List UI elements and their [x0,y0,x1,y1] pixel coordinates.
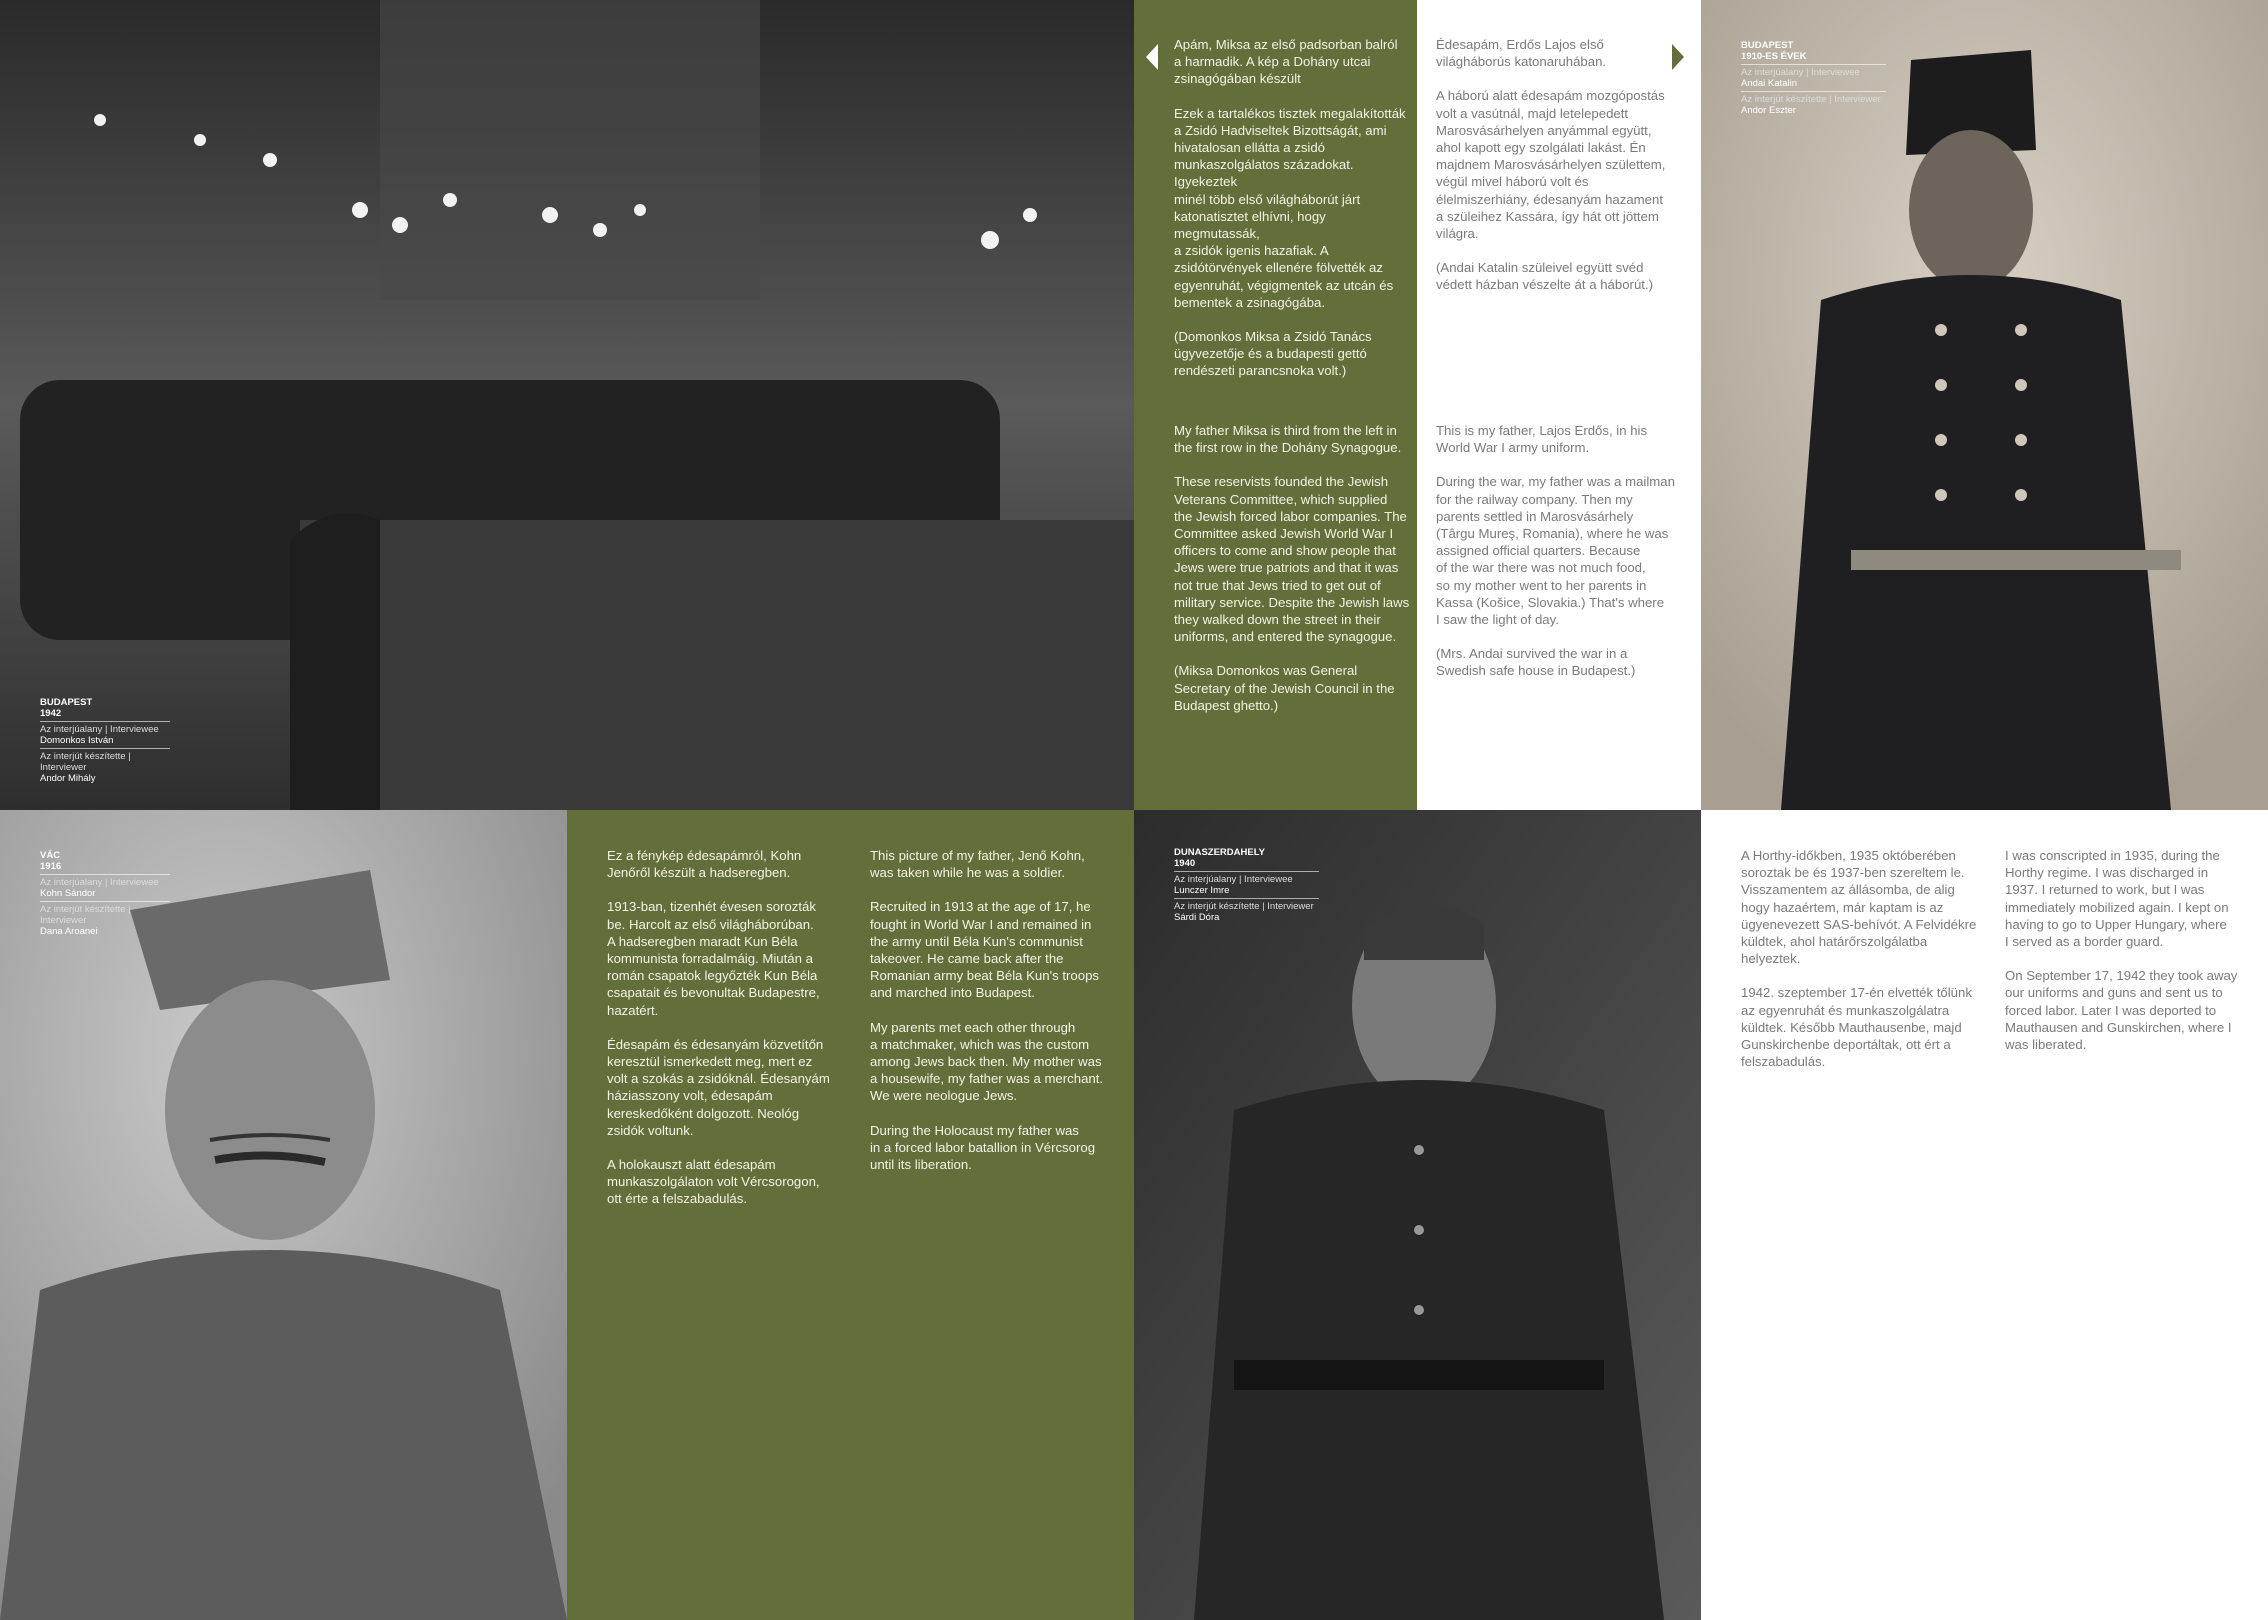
paragraph: A holokauszt alatt édesapám munkaszolgálaton volt Vércsorogon, ott érte a felszabadulás. [607,1157,820,1207]
paragraph: During the war, my father was a mailman for the railway company. Then my parents settled in Marosvásárhely (Târgu Mureş, Romania), where he was assigned official quarters. Because of the war there was not much food, so my mother went to her parents in Kassa (Košice, Slovakia.) That's where I saw the light of day. [1436,474,1675,628]
caption-place: DUNASZERDAHELY [1174,847,1265,858]
divider [1174,871,1319,872]
hungarian-text [607,847,847,1225]
text-panel-green-2 [567,810,1134,1620]
synagogue-photo-image [0,0,1134,810]
synagogue-photo [0,0,1134,810]
divider [40,874,170,875]
paragraph: Ez a fénykép édesapámról, Kohn Jenőről készült a hadseregben. [607,848,802,881]
english-text [2005,847,2245,1070]
paragraph: During the Holocaust my father was in a forced labor batallion in Vércsorog until its liberation. [870,1122,1096,1173]
paragraph: I was conscripted in 1935, during the Horthy regime. I was discharged in 1937. I returned to work, but I was immediately mobilized again. I kept on having to go to Upper Hungary, where I served as a border guard. [2005,848,2229,950]
caption-place: BUDAPEST [1741,40,1794,51]
divider [40,901,170,902]
caption-year: 1916 [40,861,62,872]
paragraph: (Domonkos Miksa a Zsidó Tanács ügyvezetője és a budapesti gettó rendészeti parancsnoka volt.) [1174,329,1372,379]
divider [1174,898,1319,899]
caption-place: BUDAPEST [40,697,93,708]
text-panel-green-1 [1134,0,1417,810]
soldier-portrait-image [1134,810,1701,1620]
paragraph: Édesapám és édesanyám közvetítőn keresztül ismerkedett meg, mert ez volt a szokás a zsidóknál. Édesanyám háziasszony volt, édesapám kereskedőként dolgozott. Neológ zsidók voltunk. [607,1036,830,1138]
divider [40,748,170,749]
divider [1741,64,1886,65]
photo-caption [40,697,170,784]
soldier-portrait-image [1701,0,2268,810]
divider [40,721,170,722]
paragraph: On September 17, 1942 they took away our uniforms and guns and sent us to forced labor. Later I was deported to Mauthausen and Gunskirchen, where I was liberated. [2005,968,2238,1053]
hungarian-text [1741,847,1981,1087]
soldier-portrait-1 [1701,0,2268,810]
english-text [1436,422,1676,697]
paragraph: A háború alatt édesapám mozgópostás volt a vasútnál, majd letelepedett Marosvásárhelyen anyámmal együtt, ahol kapott egy szolgálati lakást. Én majdnem Marosvásárhelyen születtem, végül mivel háború volt és élelmiszerhiány, édesanyám hazament a szüleihez Kassára, így hát ott jöttem világra. [1436,88,1666,242]
interviewee-label: Az interjúalany | Interviewee [1174,874,1293,885]
soldier-portrait-3 [1134,810,1701,1620]
photo-caption [1174,847,1319,923]
interviewer-name: Sárdi Dóra [1174,912,1220,923]
interviewee-name: Domonkos István [40,735,114,746]
caption-year: 1940 [1174,858,1196,869]
text-panel-white-1 [1417,0,1701,810]
interviewer-name: Andor Eszter [1741,105,1796,116]
english-text [1174,422,1410,731]
paragraph: (Mrs. Andai survived the war in a Swedish safe house in Budapest.) [1436,646,1636,679]
interviewer-label: Az interjút készítette | Interviewer [40,751,131,773]
paragraph: 1913-ban, tizenhét évesen sorozták be. Harcolt az első világháborúban. A hadseregben maradt Kun Béla kommunista forradalmáig. Miután a román csapatok legyőzték Kun Béla csapatait és bevonultak Budapestre, hazatért. [607,899,820,1018]
paragraph: 1942. szeptember 17-én elvették tőlünk az egyenruhát és munkaszolgálatra küldtek. Később Mauthausenbe, majd Gunskirchenbe deportáltak, ott ért a felszabadulás. [1741,985,1972,1070]
photo-caption [1741,40,1886,116]
caption-year: 1910-ES ÉVEK [1741,51,1807,62]
paragraph: Ezek a tartalékos tisztek megalakították a Zsidó Hadviseltek Bizottságát, ami hivatalosan ellátta a zsidó munkaszolgálatos századokat. Igyekeztek minél több első világháborút járt katonatisztet elhívni, hogy megmutassák, a zsidók igenis hazafiak. A zsidótörvények ellenére fölvették az egyenruhát, végigmentek az utcán és bementek a zsinagógába. [1174,105,1406,310]
divider [1741,91,1886,92]
interviewee-name: Lunczer Imre [1174,885,1230,896]
paragraph: A Horthy-időkben, 1935 októberében soroztak be és 1937-ben szereltem le. Visszamentem az állásomba, de alig hogy hazaértem, már kaptam is az ügyenevezett SAS-behívót. A Felvidékre küldtek, ahol határőrszolgálatba helyeztek. [1741,848,1977,967]
interviewer-name: Dana Aroanei [40,926,98,937]
paragraph: Édesapám, Erdős Lajos első világháborús katonaruhában. [1436,37,1607,70]
paragraph: My father Miksa is third from the left in the first row in the Dohány Synagogue. [1174,423,1402,456]
paragraph: My parents met each other through a matchmaker, which was the custom among Jews back then. My mother was a housewife, my father was a merchant. We were neologue Jews. [870,1019,1104,1104]
text-panel-white-2 [1701,810,2268,1620]
paragraph: Apám, Miksa az első padsorban balról a harmadik. A kép a Dohány utcai zsinagógában készült [1174,37,1398,87]
paragraph: These reservists founded the Jewish Veterans Committee, which supplied the Jewish forced labor companies. The Committee asked Jewish World War I officers to come and show people that Jews were true patriots and that it was not true that Jews tried to get out of military service. Despite the Jewish laws they walked down the street in their uniforms, and entered the synagogue. [1174,474,1410,645]
english-text [870,847,1110,1190]
hungarian-text [1436,36,1676,311]
interviewer-label: Az interjút készítette | Interviewer [40,904,131,926]
paragraph: This picture of my father, Jenő Kohn, was taken while he was a soldier. [870,848,1085,881]
paragraph: (Andai Katalin szüleivel együtt svéd védett házban vészelte át a háborút.) [1436,260,1654,293]
interviewee-name: Kohn Sándor [40,888,96,899]
paragraph: (Miksa Domonkos was General Secretary of the Jewish Council in the Budapest ghetto.) [1174,663,1395,713]
soldier-portrait-2 [0,810,567,1620]
interviewer-name: Andor Mihály [40,773,96,784]
interviewee-label: Az interjúalany | Interviewee [1741,67,1860,78]
interviewee-label: Az interjúalany | Interviewee [40,877,159,888]
caption-year: 1942 [40,708,62,719]
hungarian-text [1174,36,1410,397]
arrow-left-icon[interactable] [1146,44,1158,70]
paragraph: Recruited in 1913 at the age of 17, he fought in World War I and remained in the army until Béla Kun's communist takeover. He came back after the Romanian army beat Béla Kun's troops and marched into Budapest. [870,899,1100,1001]
paragraph: This is my father, Lajos Erdős, in his World War I army uniform. [1436,423,1648,456]
interviewer-label: Az interjút készítette | Interviewer [1174,901,1314,912]
photo-caption [40,850,170,937]
caption-place: VÁC [40,850,61,861]
interviewee-name: Andai Katalin [1741,78,1797,89]
interviewee-label: Az interjúalany | Interviewee [40,724,159,735]
interviewer-label: Az interjút készítette | Interviewer [1741,94,1881,105]
